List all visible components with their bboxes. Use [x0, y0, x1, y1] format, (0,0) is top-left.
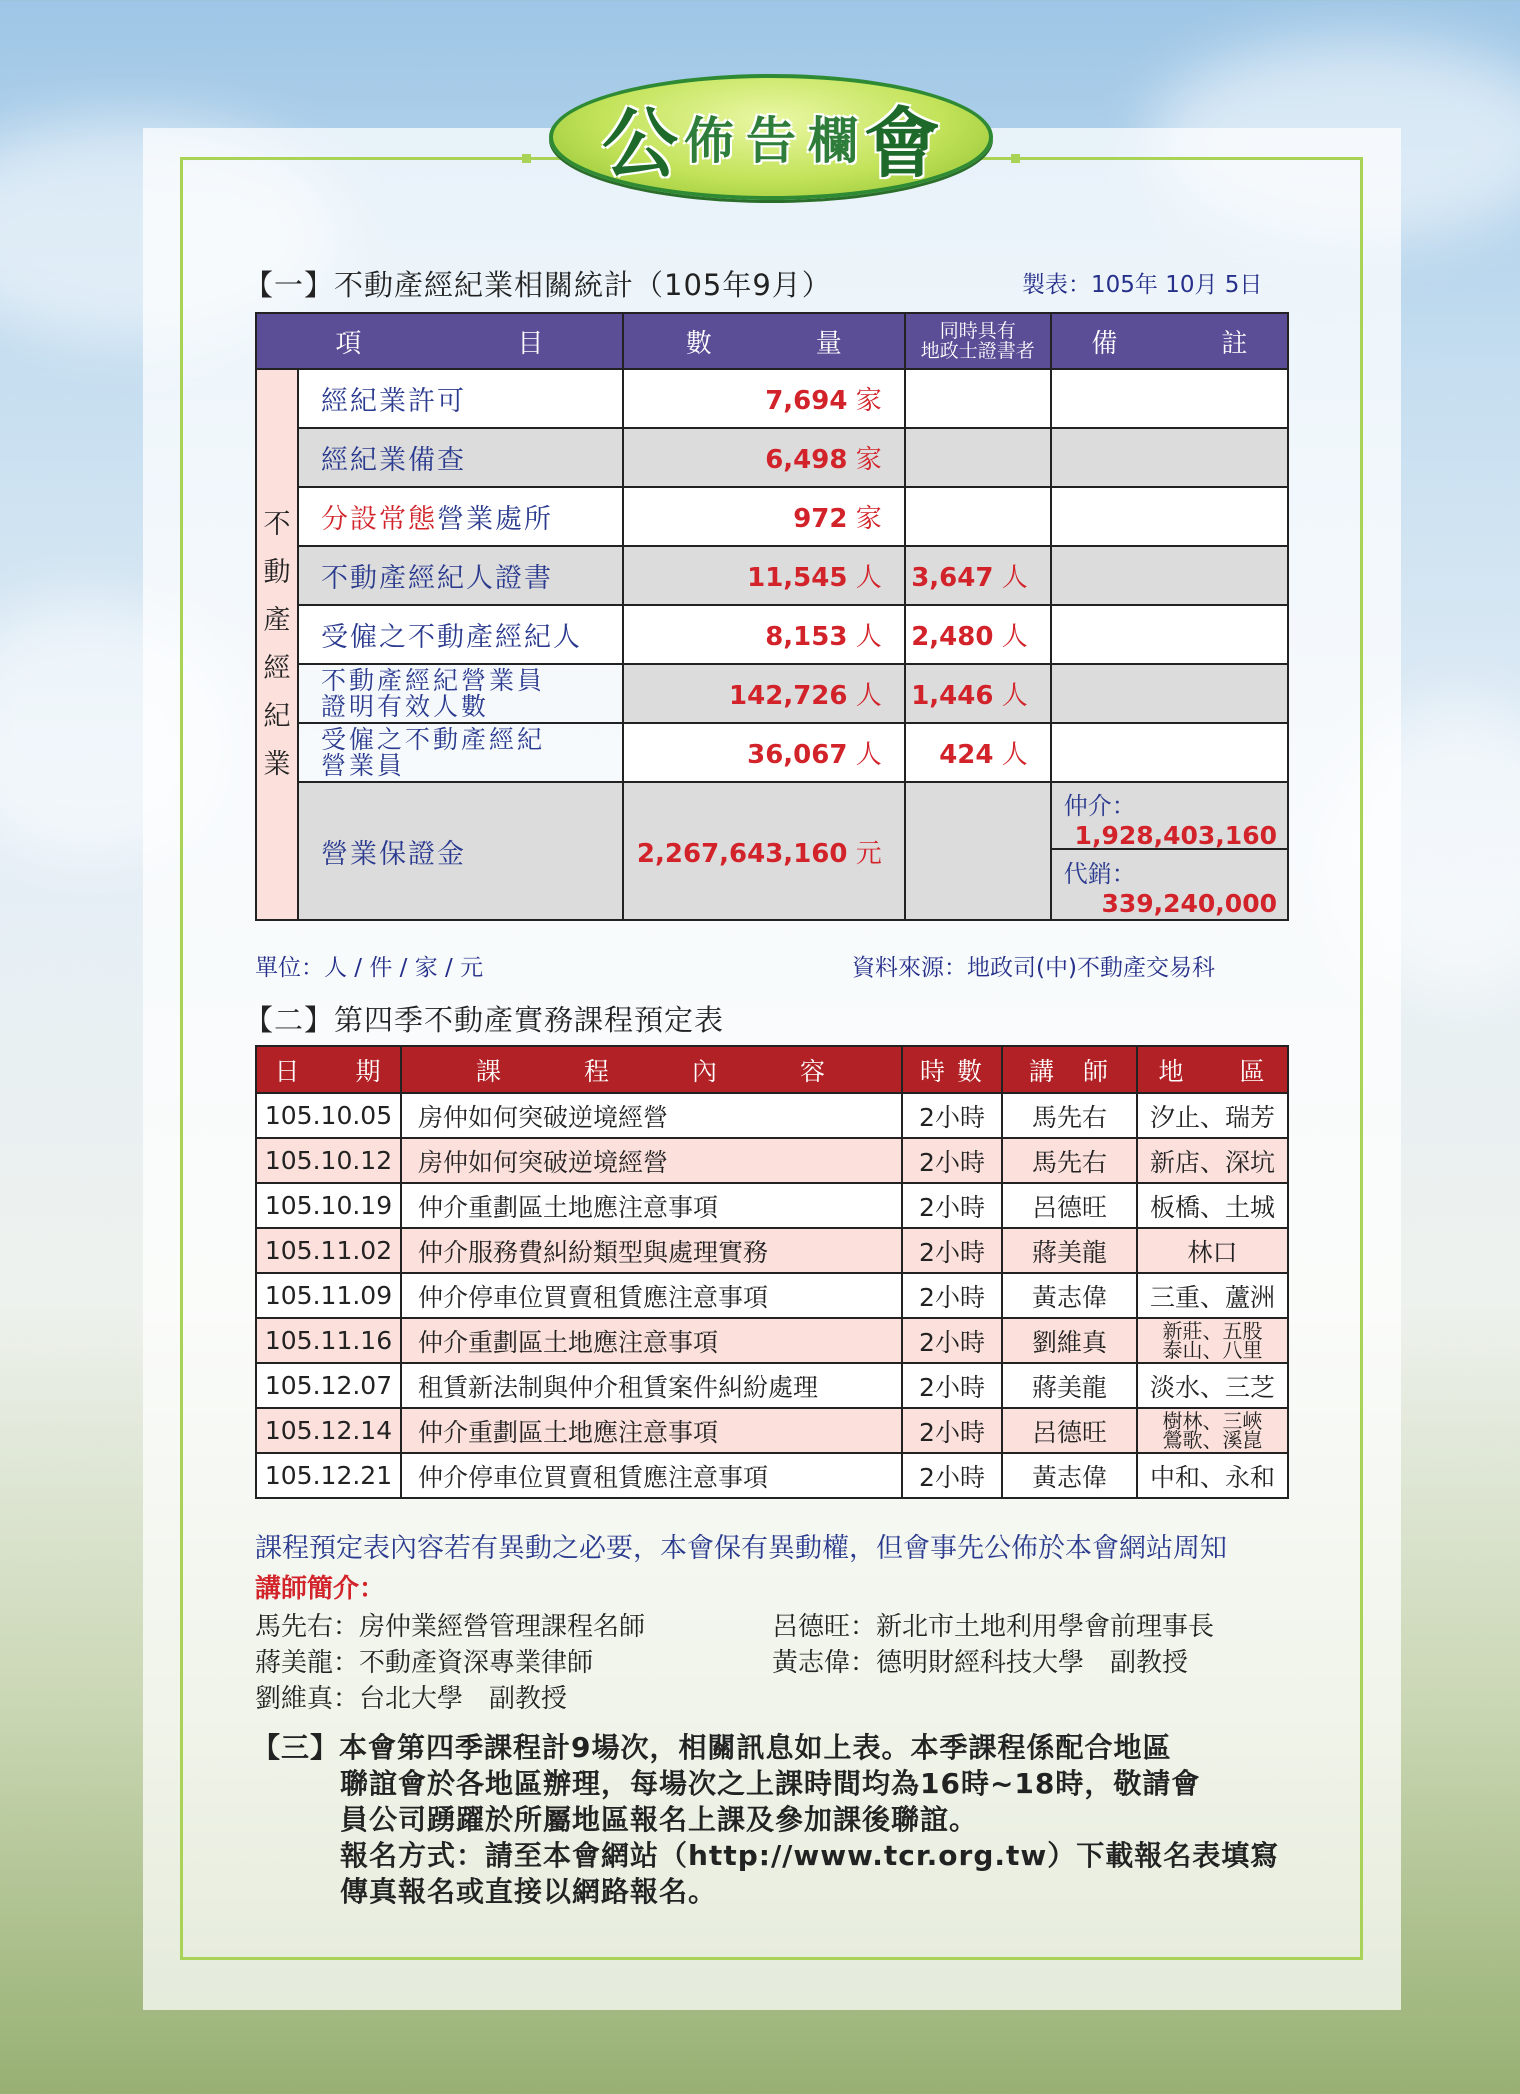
cert-value: 2,480 [911, 622, 994, 652]
header-item: 項 目 [256, 313, 623, 369]
table-header-row [256, 313, 1288, 369]
category-char: 業 [263, 748, 291, 780]
cert-unit: 人 [1001, 622, 1028, 652]
date-cell: 105.11.16 [256, 1318, 401, 1363]
badge-char: 會 [864, 98, 940, 188]
guarantee-row [256, 782, 1288, 920]
bio-title: 講師簡介： [255, 1574, 386, 1604]
count-unit: 人 [855, 681, 882, 711]
count-cell [623, 369, 905, 428]
cert-value: 3,647 [911, 563, 994, 593]
frame-dot [1011, 154, 1020, 163]
table-row [256, 1363, 1288, 1408]
remark-label: 代銷： [1063, 860, 1136, 888]
header-hours: 時 數 [902, 1046, 1002, 1093]
teacher-cell: 黃志偉 [1002, 1273, 1137, 1318]
count-cell [623, 723, 905, 782]
cert-value: 424 [939, 740, 994, 770]
teacher-cell: 呂德旺 [1002, 1408, 1137, 1453]
item-cell: 不動產經紀人證書 [298, 546, 623, 605]
item-line: 證明有效人數 [321, 691, 490, 721]
hours-cell: 2小時 [902, 1228, 1002, 1273]
teacher-cell: 蔣美龍 [1002, 1363, 1137, 1408]
item-cell [298, 723, 623, 782]
course-table [255, 1045, 1289, 1499]
count-unit: 家 [855, 445, 882, 475]
course-cell: 仲介停車位買賣租賃應注意事項 [401, 1453, 902, 1498]
table-row [256, 1228, 1288, 1273]
area-line: 樹林、三峽 [1162, 1408, 1263, 1433]
teacher-cell: 黃志偉 [1002, 1453, 1137, 1498]
remark-cell [1051, 782, 1288, 920]
cert-cell [905, 428, 1051, 487]
bio-item: 黃志偉：德明財經科技大學 副教授 [772, 1648, 1189, 1678]
area-cell: 林口 [1137, 1228, 1288, 1273]
count-unit: 元 [855, 838, 882, 869]
section3-line: 聯誼會於各地區辦理，每場次之上課時間均為16時~18時，敬請會 [340, 1767, 1201, 1800]
header-remark: 備 註 [1051, 313, 1288, 369]
table-row [256, 605, 1288, 664]
table-row [256, 546, 1288, 605]
date-cell: 105.10.12 [256, 1138, 401, 1183]
category-char: 紀 [263, 700, 291, 732]
cert-cell [905, 546, 1051, 605]
item-rest-part: 營業處所 [437, 504, 553, 535]
hours-cell: 2小時 [902, 1273, 1002, 1318]
category-char: 動 [263, 556, 291, 588]
item-cell: 經紀業許可 [298, 369, 623, 428]
cert-cell [905, 487, 1051, 546]
section2-title: 【二】第四季不動產實務課程預定表 [244, 1003, 725, 1037]
count-cell [623, 782, 905, 920]
data-source: 資料來源：地政司(中)不動產交易科 [852, 955, 1215, 981]
teacher-cell: 蔣美龍 [1002, 1228, 1137, 1273]
date-cell: 105.10.05 [256, 1093, 401, 1138]
date-cell: 105.12.21 [256, 1453, 401, 1498]
area-cell: 中和、永和 [1137, 1453, 1288, 1498]
frame-dot [522, 154, 531, 163]
header-teacher: 講 師 [1002, 1046, 1137, 1093]
statistics-table [255, 312, 1289, 921]
header-course: 課 程 內 容 [401, 1046, 902, 1093]
item-line: 不動產經紀營業員 [321, 665, 546, 695]
category-char: 經 [263, 652, 291, 684]
badge-char: 佈 [684, 112, 734, 170]
count-value: 11,545 [747, 563, 848, 593]
hours-cell: 2小時 [902, 1183, 1002, 1228]
table-row [256, 487, 1288, 546]
table-row [256, 428, 1288, 487]
category-char: 不 [263, 508, 291, 540]
item-cell: 經紀業備查 [298, 428, 623, 487]
count-unit: 家 [855, 504, 882, 534]
bio-item: 馬先右：房仲業經營管理課程名師 [255, 1612, 646, 1642]
count-unit: 人 [855, 740, 882, 770]
area-line: 鶯歌、溪崑 [1162, 1427, 1263, 1452]
remark-label: 仲介： [1063, 792, 1136, 820]
table-row [256, 1183, 1288, 1228]
course-cell: 仲介停車位買賣租賃應注意事項 [401, 1273, 902, 1318]
item-cell [298, 664, 623, 723]
hours-cell: 2小時 [902, 1363, 1002, 1408]
teacher-cell: 劉維真 [1002, 1318, 1137, 1363]
item-red-part: 分設常態 [321, 504, 437, 535]
remark-cell [1051, 723, 1288, 782]
cert-unit: 人 [1001, 681, 1028, 711]
count-cell [623, 664, 905, 723]
bio-item: 蔣美龍：不動產資深專業律師 [255, 1648, 594, 1678]
count-cell [623, 487, 905, 546]
table-row [256, 1453, 1288, 1498]
hours-cell: 2小時 [902, 1408, 1002, 1453]
area-cell [1137, 1408, 1288, 1453]
cert-cell [905, 664, 1051, 723]
date-cell: 105.11.02 [256, 1228, 401, 1273]
teacher-cell: 呂德旺 [1002, 1183, 1137, 1228]
unit-note: 單位：人 / 件 / 家 / 元 [255, 955, 484, 981]
cert-cell [905, 723, 1051, 782]
remark-cell [1051, 487, 1288, 546]
count-value: 36,067 [747, 740, 848, 770]
course-cell: 仲介重劃區土地應注意事項 [401, 1183, 902, 1228]
badge-char: 公 [602, 98, 678, 188]
hours-cell: 2小時 [902, 1453, 1002, 1498]
table-row [256, 664, 1288, 723]
schedule-notice: 課程預定表內容若有異動之必要，本會保有異動權，但會事先公佈於本會網站周知 [255, 1533, 1227, 1564]
hours-cell: 2小時 [902, 1093, 1002, 1138]
remark-cell [1051, 664, 1288, 723]
cert-cell [905, 369, 1051, 428]
section3-line: 員公司踴躍於所屬地區報名上課及參加課後聯誼。 [340, 1803, 979, 1836]
area-cell: 三重、蘆洲 [1137, 1273, 1288, 1318]
section3-text [252, 1730, 1292, 1910]
area-line: 新莊、五股 [1162, 1318, 1263, 1343]
header-area: 地 區 [1137, 1046, 1288, 1093]
area-cell [1137, 1318, 1288, 1363]
area-line: 泰山、八里 [1162, 1337, 1263, 1362]
cert-unit: 人 [1001, 563, 1028, 593]
item-cell [298, 487, 623, 546]
table-row [256, 369, 1288, 428]
remark-value: 339,240,000 [1101, 889, 1277, 918]
course-cell: 仲介服務費糾紛類型與處理實務 [401, 1228, 902, 1273]
count-value: 2,267,643,160 [636, 838, 848, 869]
count-value: 142,726 [729, 681, 848, 711]
header-cert [905, 313, 1051, 369]
hours-cell: 2小時 [902, 1318, 1002, 1363]
date-cell: 105.12.14 [256, 1408, 401, 1453]
category-cell [256, 369, 298, 920]
table-header-row [256, 1046, 1288, 1093]
date-cell: 105.12.07 [256, 1363, 401, 1408]
course-cell: 房仲如何突破逆境經營 [401, 1138, 902, 1183]
cert-cell [905, 605, 1051, 664]
item-line: 營業員 [321, 750, 406, 780]
count-unit: 家 [855, 386, 882, 416]
count-value: 972 [793, 504, 848, 534]
badge-char: 欄 [808, 112, 858, 170]
header-badge [549, 74, 993, 200]
area-cell: 汐止、瑞芳 [1137, 1093, 1288, 1138]
count-cell [623, 546, 905, 605]
category-char: 產 [263, 604, 291, 636]
cert-value: 1,446 [911, 681, 994, 711]
badge-char: 告 [746, 112, 796, 170]
teacher-cell: 馬先右 [1002, 1138, 1137, 1183]
cert-unit: 人 [1001, 740, 1028, 770]
remark-cell [1051, 546, 1288, 605]
date-cell: 105.11.09 [256, 1273, 401, 1318]
remark-value: 1,928,403,160 [1074, 821, 1277, 850]
item-cell: 受僱之不動產經紀人 [298, 605, 623, 664]
header-cert-line2: 地政士證書者 [920, 340, 1035, 362]
section1-title: 【一】不動產經紀業相關統計（105年9月） [244, 268, 832, 302]
table-row [256, 723, 1288, 782]
count-unit: 人 [855, 563, 882, 593]
area-cell: 新店、深坑 [1137, 1138, 1288, 1183]
teacher-cell: 馬先右 [1002, 1093, 1137, 1138]
bio-item: 呂德旺：新北市土地利用學會前理事長 [772, 1612, 1215, 1642]
course-cell: 仲介重劃區土地應注意事項 [401, 1408, 902, 1453]
date-cell: 105.10.19 [256, 1183, 401, 1228]
section3-line: 【三】本會第四季課程計9場次，相關訊息如上表。本季課程係配合地區 [252, 1731, 1172, 1764]
count-value: 7,694 [765, 386, 848, 416]
section3-line: 報名方式：請至本會網站（http://www.tcr.org.tw）下載報名表填寫 [340, 1839, 1280, 1872]
count-cell [623, 428, 905, 487]
item-cell: 營業保證金 [298, 782, 623, 920]
area-cell: 淡水、三芝 [1137, 1363, 1288, 1408]
table-row [256, 1408, 1288, 1453]
area-cell: 板橋、土城 [1137, 1183, 1288, 1228]
course-cell: 租賃新法制與仲介租賃案件糾紛處理 [401, 1363, 902, 1408]
item-line: 受僱之不動產經紀 [321, 724, 546, 754]
table-row [256, 1093, 1288, 1138]
table-row [256, 1138, 1288, 1183]
section3-line: 傳真報名或直接以網路報名。 [340, 1875, 718, 1908]
remark-cell [1051, 605, 1288, 664]
count-unit: 人 [855, 622, 882, 652]
remark-agent [1052, 850, 1287, 918]
hours-cell: 2小時 [902, 1138, 1002, 1183]
count-cell [623, 605, 905, 664]
header-date: 日 期 [256, 1046, 401, 1093]
made-date: 製表：105年 10月 5日 [1022, 272, 1263, 298]
course-cell: 仲介重劃區土地應注意事項 [401, 1318, 902, 1363]
remark-cell [1051, 369, 1288, 428]
count-value: 8,153 [765, 622, 848, 652]
header-count: 數 量 [623, 313, 905, 369]
bio-item: 劉維真：台北大學 副教授 [255, 1684, 568, 1714]
remark-broker [1052, 784, 1287, 850]
course-cell: 房仲如何突破逆境經營 [401, 1093, 902, 1138]
table-row [256, 1273, 1288, 1318]
count-value: 6,498 [765, 445, 848, 475]
table-row [256, 1318, 1288, 1363]
cert-cell [905, 782, 1051, 920]
header-cert-line1: 同時具有 [939, 320, 1016, 342]
remark-cell [1051, 428, 1288, 487]
